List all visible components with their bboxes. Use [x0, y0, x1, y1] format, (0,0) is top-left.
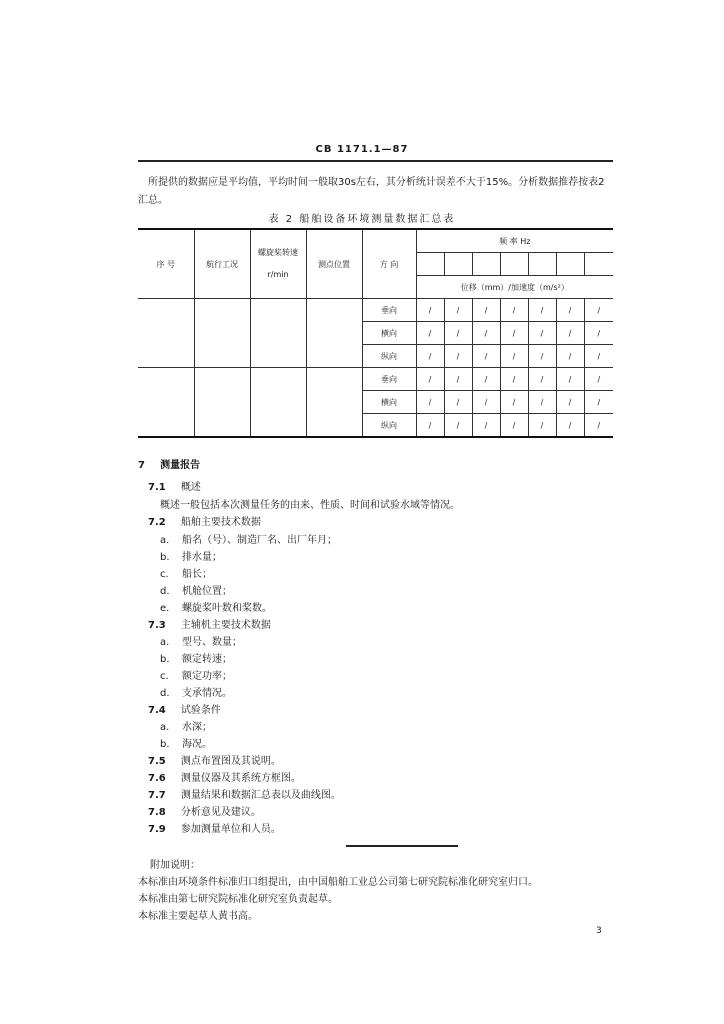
section-number: 7: [138, 460, 145, 471]
list-item: [160, 565, 212, 580]
value-cell: /: [444, 414, 472, 438]
item-label: a.: [160, 535, 170, 546]
header-seq: 序 号: [138, 229, 194, 299]
section-7-heading: [138, 456, 200, 471]
list-item: [160, 667, 232, 682]
value-cell: /: [444, 345, 472, 368]
value-cell: /: [584, 299, 613, 322]
header-condition: 航行工况: [194, 229, 250, 299]
value-cell: /: [528, 345, 556, 368]
section-title: 测量报告: [160, 460, 201, 471]
value-cell: /: [472, 414, 500, 438]
freq-cell: [584, 253, 613, 276]
direction-cell: 纵向: [362, 345, 416, 368]
list-item: [160, 582, 232, 597]
freq-cell: [556, 253, 584, 276]
value-cell: /: [584, 368, 613, 391]
freq-cell: [444, 253, 472, 276]
list-item: [160, 718, 212, 733]
section-7-8: [148, 803, 261, 818]
value-cell: /: [528, 368, 556, 391]
section-number: 7.8: [148, 807, 166, 818]
document-code: CB 1171.1—87: [315, 144, 409, 155]
section-text: 测量结果和数据汇总表以及曲线图。: [180, 790, 341, 801]
prop-speed-cell: [250, 299, 306, 368]
value-cell: /: [500, 345, 528, 368]
section-number: 7.6: [148, 773, 166, 784]
list-item: [160, 735, 212, 750]
header-measure: 位移（mm）/加速度（m/s²）: [416, 276, 613, 299]
section-title: 主辅机主要技术数据: [180, 620, 271, 631]
intro-paragraph: 所提供的数据应是平均值，平均时间一般取30s左右，其分析统计误差不大于15%。分析数据推荐按表2汇总。: [138, 177, 605, 206]
list-item: [160, 599, 272, 614]
value-cell: /: [416, 414, 444, 438]
value-cell: /: [556, 391, 584, 414]
freq-cell: [416, 253, 444, 276]
section-number: 7.2: [148, 517, 166, 528]
value-cell: /: [416, 368, 444, 391]
item-text: 海况。: [182, 739, 212, 750]
notes-line: 本标准由环境条件标准归口组提出，由中国船舶工业总公司第七研究院标准化研究室归口。: [138, 877, 538, 888]
item-text: 支承情况。: [182, 688, 232, 699]
item-label: c.: [160, 569, 169, 580]
section-7-7: [148, 786, 341, 801]
end-separator: [346, 845, 458, 847]
page-number: 3: [596, 926, 602, 936]
item-text: 额定转速；: [182, 654, 232, 665]
value-cell: /: [472, 391, 500, 414]
notes-line: 本标准主要起草人黄书高。: [138, 911, 258, 922]
condition-cell: [194, 368, 250, 438]
section-number: 7.9: [148, 824, 166, 835]
section-7-1-body: 概述一般包括本次测量任务的由来、性质、时间和试验水域等情况。: [160, 500, 460, 511]
list-item: [160, 548, 222, 563]
value-cell: /: [416, 299, 444, 322]
value-cell: /: [528, 322, 556, 345]
item-text: 水深；: [182, 722, 212, 733]
section-number: 7.5: [148, 756, 166, 767]
section-text: 测点布置图及其说明。: [180, 756, 281, 767]
header-prop-speed-unit: r/min: [267, 270, 289, 279]
section-text: 参加测量单位和人员。: [180, 824, 281, 835]
table-caption: 表 2 船舶设备环境测量数据汇总表: [268, 214, 456, 225]
header-frequency: 频 率 Hz: [416, 229, 613, 253]
section-7-9: [148, 820, 281, 835]
direction-cell: 垂向: [362, 368, 416, 391]
section-7-5: [148, 752, 281, 767]
condition-cell: [194, 299, 250, 368]
section-7-1-heading: [148, 478, 201, 493]
section-number: 7.4: [148, 705, 166, 716]
value-cell: /: [472, 345, 500, 368]
value-cell: /: [528, 414, 556, 438]
value-cell: /: [444, 322, 472, 345]
item-label: b.: [160, 739, 170, 750]
item-text: 额定功率；: [182, 671, 232, 682]
section-7-2-heading: [148, 513, 261, 528]
notes-line: 本标准由第七研究院标准化研究室负责起草。: [138, 894, 338, 905]
section-title: 试验条件: [180, 705, 221, 716]
value-cell: /: [556, 368, 584, 391]
list-item: [160, 650, 232, 665]
header-point: 测点位置: [306, 229, 362, 299]
freq-cell: [472, 253, 500, 276]
value-cell: /: [444, 368, 472, 391]
item-text: 机舱位置；: [182, 586, 232, 597]
list-item: [160, 684, 232, 699]
value-cell: /: [556, 345, 584, 368]
section-7-4-heading: [148, 701, 221, 716]
section-number: 7.1: [148, 482, 166, 493]
point-cell: [306, 299, 362, 368]
value-cell: /: [584, 322, 613, 345]
value-cell: /: [528, 391, 556, 414]
value-cell: /: [500, 368, 528, 391]
direction-cell: 纵向: [362, 414, 416, 438]
value-cell: /: [584, 345, 613, 368]
item-label: a.: [160, 722, 170, 733]
value-cell: /: [528, 299, 556, 322]
item-label: a.: [160, 637, 170, 648]
section-title: 概述: [180, 482, 201, 493]
point-cell: [306, 368, 362, 438]
freq-cell: [500, 253, 528, 276]
header-prop-speed-label: 螺旋桨转速: [258, 248, 298, 257]
item-label: d.: [160, 688, 170, 699]
section-number: 7.7: [148, 790, 166, 801]
prop-speed-cell: [250, 368, 306, 438]
table-row: [138, 299, 613, 322]
seq-cell: [138, 299, 194, 368]
section-title: 船舶主要技术数据: [180, 517, 261, 528]
item-label: d.: [160, 586, 170, 597]
value-cell: /: [416, 391, 444, 414]
item-label: b.: [160, 654, 170, 665]
header-direction: 方 向: [362, 229, 416, 299]
list-item: [160, 633, 242, 648]
section-7-3-heading: [148, 616, 271, 631]
item-label: e.: [160, 603, 170, 614]
item-text: 型号、数量；: [182, 637, 242, 648]
summary-table: [138, 228, 613, 438]
value-cell: /: [556, 299, 584, 322]
value-cell: /: [584, 391, 613, 414]
value-cell: /: [444, 299, 472, 322]
table-row: [138, 368, 613, 391]
section-text: 测量仪器及其系统方框图。: [180, 773, 301, 784]
direction-cell: 横向: [362, 391, 416, 414]
value-cell: /: [500, 322, 528, 345]
value-cell: /: [556, 414, 584, 438]
value-cell: /: [472, 322, 500, 345]
value-cell: /: [584, 414, 613, 438]
header-rule: [138, 160, 613, 162]
value-cell: /: [500, 414, 528, 438]
item-text: 排水量；: [182, 552, 222, 563]
value-cell: /: [472, 368, 500, 391]
value-cell: /: [416, 345, 444, 368]
direction-cell: 垂向: [362, 299, 416, 322]
freq-cell: [528, 253, 556, 276]
notes-title: 附加说明：: [150, 860, 200, 871]
value-cell: /: [416, 322, 444, 345]
item-text: 船长；: [182, 569, 212, 580]
value-cell: /: [444, 391, 472, 414]
item-text: 螺旋桨叶数和桨数。: [182, 603, 272, 614]
section-7-6: [148, 769, 301, 784]
item-label: c.: [160, 671, 169, 682]
seq-cell: [138, 368, 194, 438]
direction-cell: 横向: [362, 322, 416, 345]
item-text: 船名（号）、制造厂名、出厂年月；: [182, 535, 337, 546]
item-label: b.: [160, 552, 170, 563]
value-cell: /: [472, 299, 500, 322]
section-text: 分析意见及建议。: [180, 807, 261, 818]
section-number: 7.3: [148, 620, 166, 631]
value-cell: /: [500, 299, 528, 322]
value-cell: /: [500, 391, 528, 414]
list-item: [160, 531, 337, 546]
value-cell: /: [556, 322, 584, 345]
header-prop-speed: [250, 229, 306, 299]
